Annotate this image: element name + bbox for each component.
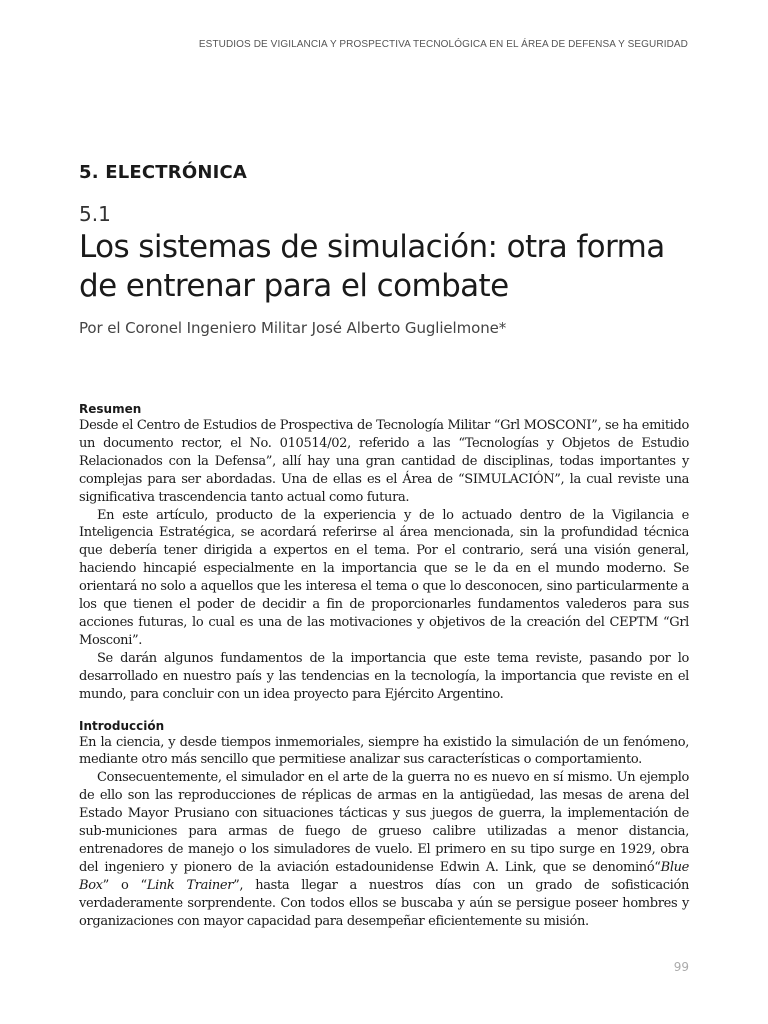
introduccion-paragraph-2-text-c: ”, hasta llegar a nuestros días con un grado de sofisticación verdaderamente sorprendente. Con todos ellos se buscaba y aún se persigue poseer hombres y organizaciones con mayor capacidad para desempeñar eficientemente su misión. xyxy=(79,877,689,929)
link-trainer-term: Link Trainer xyxy=(146,877,234,893)
section-gap xyxy=(79,704,689,719)
page-number: 99 xyxy=(673,960,689,974)
section-heading: 5. ELECTRÓNICA xyxy=(79,162,248,183)
blue-box-term: Blue Box xyxy=(79,859,689,893)
introduccion-paragraph-2-text-b: ” o “ xyxy=(102,877,147,893)
introduccion-heading: Introducción xyxy=(79,718,165,733)
resumen-paragraph-1: Desde el Centro de Estudios de Prospectiva de Tecnología Militar “Grl MOSCONI”, se ha emitido un documento rector, el No. 010514/02, referido a las “Tecnologías y Objetos de Estudio Relacionados con la Defensa”, allí hay una gran cantidad de disciplinas, todas importantes y complejas para ser abordadas. Una de ellas es el Área de “SIMULACIÓN”, la cual reviste una significativa trascendencia tanto actual como futura. xyxy=(79,418,689,505)
article-body xyxy=(79,402,689,930)
resumen-section xyxy=(79,402,689,704)
article-title: Los sistemas de simulación: otra forma de entrenar para el combate xyxy=(79,229,665,304)
introduccion-paragraph-1: En la ciencia, y desde tiempos inmemoriales, siempre ha existido la simulación de un fenómeno, mediante otro más sencillo que permitiese analizar sus características o comportamiento. xyxy=(79,734,689,768)
introduccion-section xyxy=(79,719,689,931)
introduccion-paragraph-2 xyxy=(79,769,689,930)
article-number: 5.1 xyxy=(79,202,111,226)
resumen-paragraph-3: Se darán algunos fundamentos de la importancia que este tema reviste, pasando por lo desarrollado en nuestro país y las tendencias en la tecnología, la importancia que reviste en el mundo, para concluir con un idea proyecto para Ejército Argentino. xyxy=(79,650,689,702)
resumen-heading: Resumen xyxy=(79,402,142,416)
resumen-paragraph-2: En este artículo, producto de la experiencia y de lo actuado dentro de la Vigilancia e Inteligencia Estratégica, se acordará referirse al área mencionada, sin la profundidad técnica que debería tener dirigida a expertos en el tema. Por el contrario, será una visión general, haciendo hincapié especialmente en la importancia que se le da en el mundo moderno. Se orientará no solo a aquellos que les interesa el tema o que lo desconocen, sino particularmente a los que tienen el poder de decidir a fin de proporcionarles fundamentos valederos para sus acciones futuras, lo cual es una de las motivaciones y objetivos de la creación del CEPTM “Grl Mosconi”. xyxy=(79,507,689,648)
running-header: ESTUDIOS DE VIGILANCIA Y PROSPECTIVA TECNOLÓGICA EN EL ÁREA DE DEFENSA Y SEGURIDAD xyxy=(198,39,688,50)
author-byline: Por el Coronel Ingeniero Militar José Alberto Guglielmone* xyxy=(79,319,507,337)
introduccion-paragraph-2-text-a: Consecuentemente, el simulador en el arte de la guerra no es nuevo en sí mismo. Un ejemplo de ello son las reproducciones de réplicas de armas en la antigüedad, las mesas de arena del Estado Mayor Prusiano con situaciones tácticas y sus juegos de guerra, la implementación de sub-municiones para armas de fuego de grueso calibre utilizadas a menor distancia, entrenadores de manejo o los simuladores de vuelo. El primero en su tipo surge en 1929, obra del ingeniero y pionero de la aviación estadounidense Edwin A. Link, que se denominó“ xyxy=(79,770,689,875)
